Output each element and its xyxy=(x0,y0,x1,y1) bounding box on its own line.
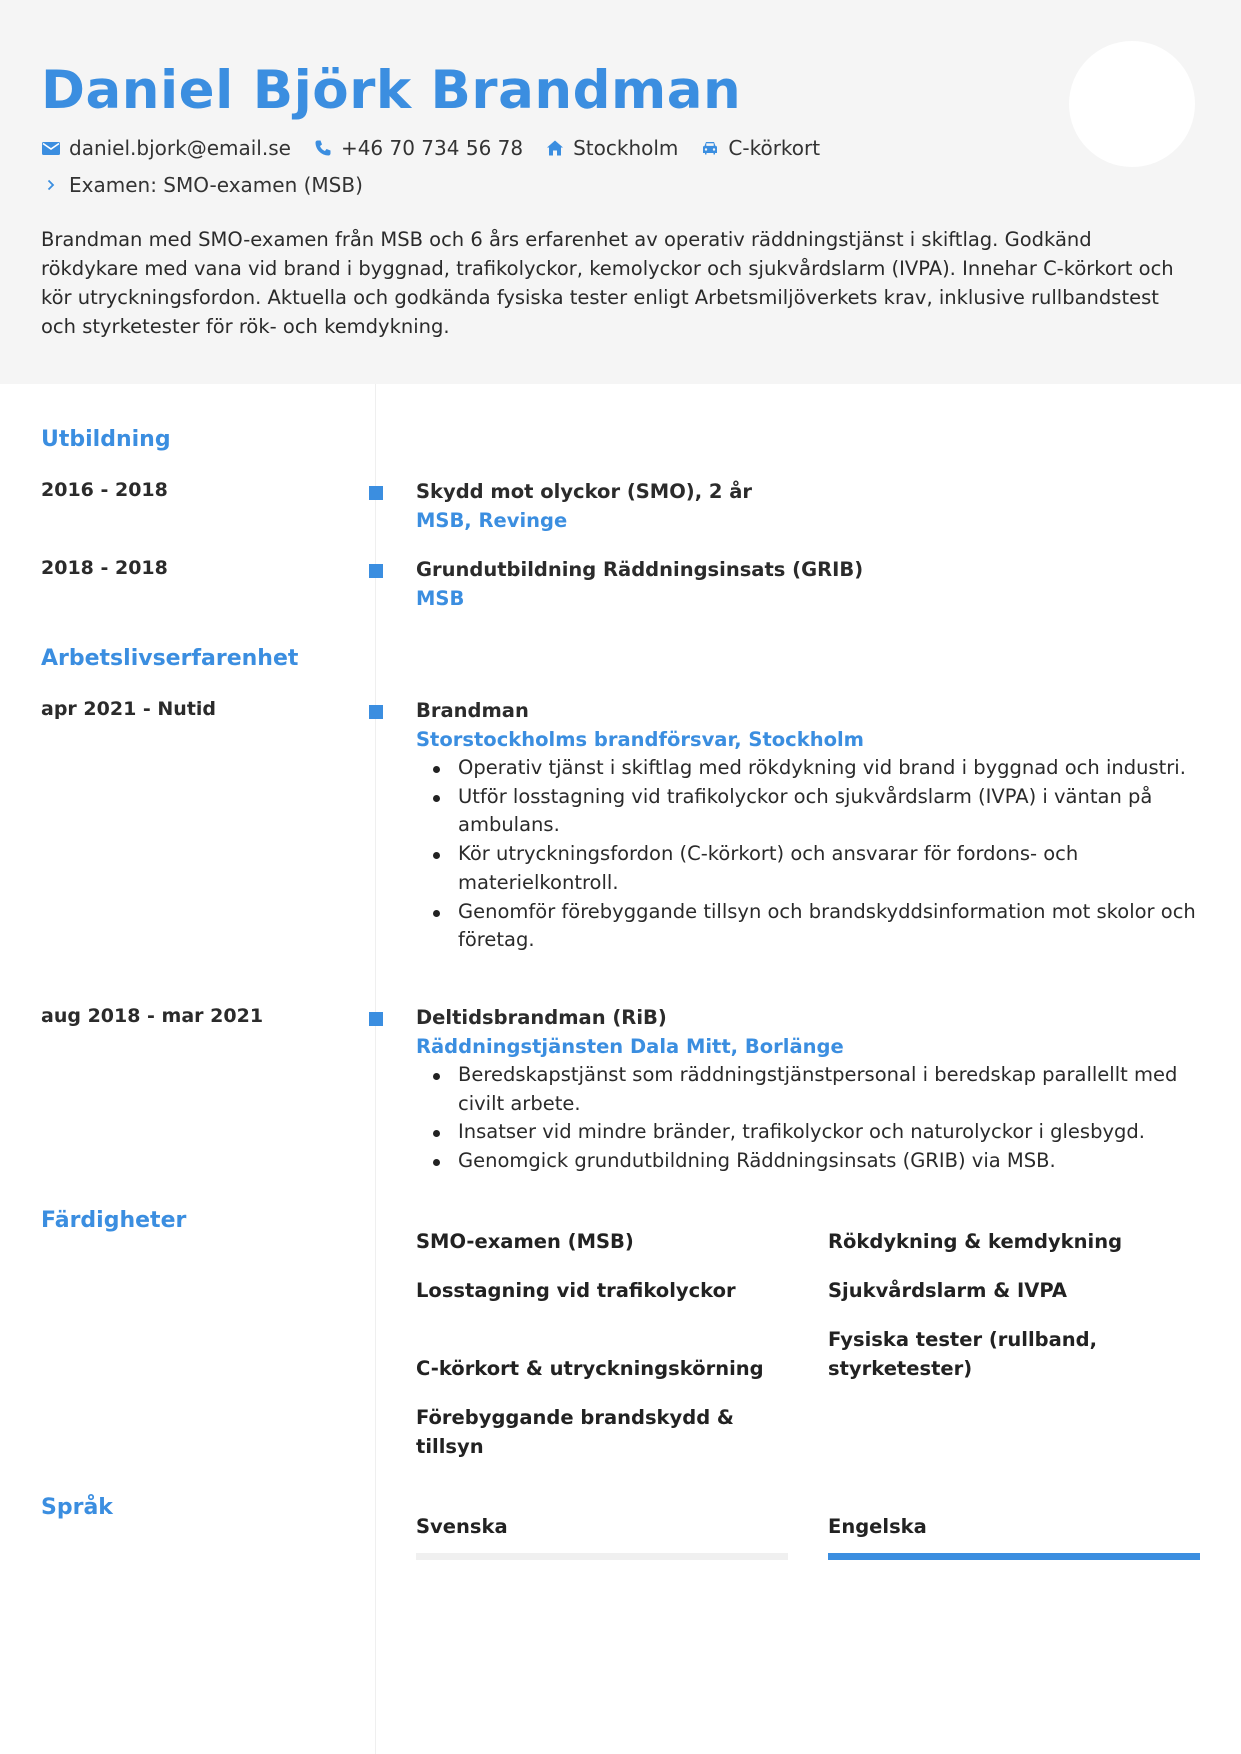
job-title: Brandman xyxy=(416,699,529,722)
job-duties xyxy=(416,754,1206,955)
contact-location xyxy=(545,136,678,160)
language-level-bar xyxy=(828,1553,1200,1560)
education-org: MSB xyxy=(416,587,465,610)
car-icon xyxy=(700,138,720,158)
home-icon xyxy=(545,138,565,158)
skill-item: Sjukvårdslarm & IVPA xyxy=(828,1279,1067,1302)
contact-license xyxy=(700,136,820,160)
language-level-fill xyxy=(828,1553,1200,1560)
mail-icon xyxy=(41,138,61,158)
job-title: Deltidsbrandman (RiB) xyxy=(416,1006,667,1029)
profile-summary: Brandman med SMO-examen från MSB och 6 års erfarenhet av operativ räddningstjänst i skiftlag. Godkänd rökdykare med vana vid brand i byggnad, trafikolyckor, kemolyckor och sjukvårdslarm (IVPA). Innehar C-körkort och kör utryckningsfordon. Aktuella och godkända fysiska tester enligt Arbetsmiljöverkets krav, inklusive rullbandstest och styrketester för rök- och kemdykning. xyxy=(41,228,1174,338)
skill-item: C-körkort & utryckningskörning xyxy=(416,1357,764,1380)
list-item: Kör utryckningsfordon (C-körkort) och ansvarar för fordons- och materielkontroll. xyxy=(416,840,1206,897)
exam-text: Examen: SMO-examen (MSB) xyxy=(69,173,363,197)
language-level-bar xyxy=(416,1553,788,1560)
education-title: Grundutbildning Räddningsinsats (GRIB) xyxy=(416,558,864,581)
job-duties xyxy=(416,1061,1206,1176)
list-item: Operativ tjänst i skiftlag med rökdykning vid brand i byggnad och industri. xyxy=(416,754,1206,783)
language-name: Engelska xyxy=(828,1515,927,1538)
experience-date: apr 2021 - Nutid xyxy=(41,698,217,720)
languages-heading: Språk xyxy=(41,1495,113,1520)
skill-item: Losstagning vid trafikolyckor xyxy=(416,1279,736,1302)
location-text: Stockholm xyxy=(573,136,679,160)
column-divider xyxy=(375,384,376,1754)
timeline-marker xyxy=(369,705,383,719)
list-item: Genomgick grundutbildning Räddningsinsats (GRIB) via MSB. xyxy=(416,1147,1206,1176)
skills-heading: Färdigheter xyxy=(41,1208,187,1233)
education-date: 2018 - 2018 xyxy=(41,557,168,579)
contact-row xyxy=(41,134,842,162)
list-item: Beredskapstjänst som räddningstjänstpersonal i beredskap parallellt med civilt arbete. xyxy=(416,1061,1206,1118)
email-text: daniel.bjork@email.se xyxy=(69,136,291,160)
timeline-marker xyxy=(369,564,383,578)
education-title: Skydd mot olyckor (SMO), 2 år xyxy=(416,480,753,503)
education-entry xyxy=(416,555,1206,613)
list-item: Insatser vid mindre bränder, trafikolyckor och naturolyckor i glesbygd. xyxy=(416,1118,1206,1147)
header-panel xyxy=(0,0,1241,384)
education-date: 2016 - 2018 xyxy=(41,479,168,501)
education-heading: Utbildning xyxy=(41,427,171,452)
list-item: Utför losstagning vid trafikolyckor och sjukvårdslarm (IVPA) i väntan på ambulans. xyxy=(416,783,1206,840)
profile-photo xyxy=(1069,41,1195,167)
timeline-marker xyxy=(369,486,383,500)
language-name: Svenska xyxy=(416,1515,508,1538)
license-text: C-körkort xyxy=(728,136,821,160)
timeline-marker xyxy=(369,1012,383,1026)
experience-date: aug 2018 - mar 2021 xyxy=(41,1005,264,1027)
job-employer: Räddningstjänsten Dala Mitt, Borlänge xyxy=(416,1035,844,1058)
phone-text: +46 70 734 56 78 xyxy=(340,136,524,160)
contact-email[interactable] xyxy=(41,136,291,160)
contact-phone[interactable] xyxy=(313,136,523,160)
experience-entry xyxy=(416,1003,1206,1176)
experience-entry xyxy=(416,696,1206,955)
phone-icon xyxy=(313,138,333,158)
candidate-name: Daniel Björk Brandman xyxy=(41,60,742,121)
job-employer: Storstockholms brandförsvar, Stockholm xyxy=(416,728,864,751)
education-entry xyxy=(416,477,1206,535)
chevron-right-icon xyxy=(41,175,61,195)
skill-item: SMO-examen (MSB) xyxy=(416,1230,634,1253)
skill-item: Förebyggande brandskydd & tillsyn xyxy=(416,1406,734,1458)
list-item: Genomför förebyggande tillsyn och brandskyddsinformation mot skolor och företag. xyxy=(416,898,1206,955)
education-org: MSB, Revinge xyxy=(416,509,568,532)
skill-item: Rökdykning & kemdykning xyxy=(828,1230,1123,1253)
experience-heading: Arbetslivserfarenhet xyxy=(41,646,299,671)
exam-row xyxy=(41,171,363,199)
skill-item: Fysiska tester (rullband, styrketester) xyxy=(828,1328,1098,1380)
